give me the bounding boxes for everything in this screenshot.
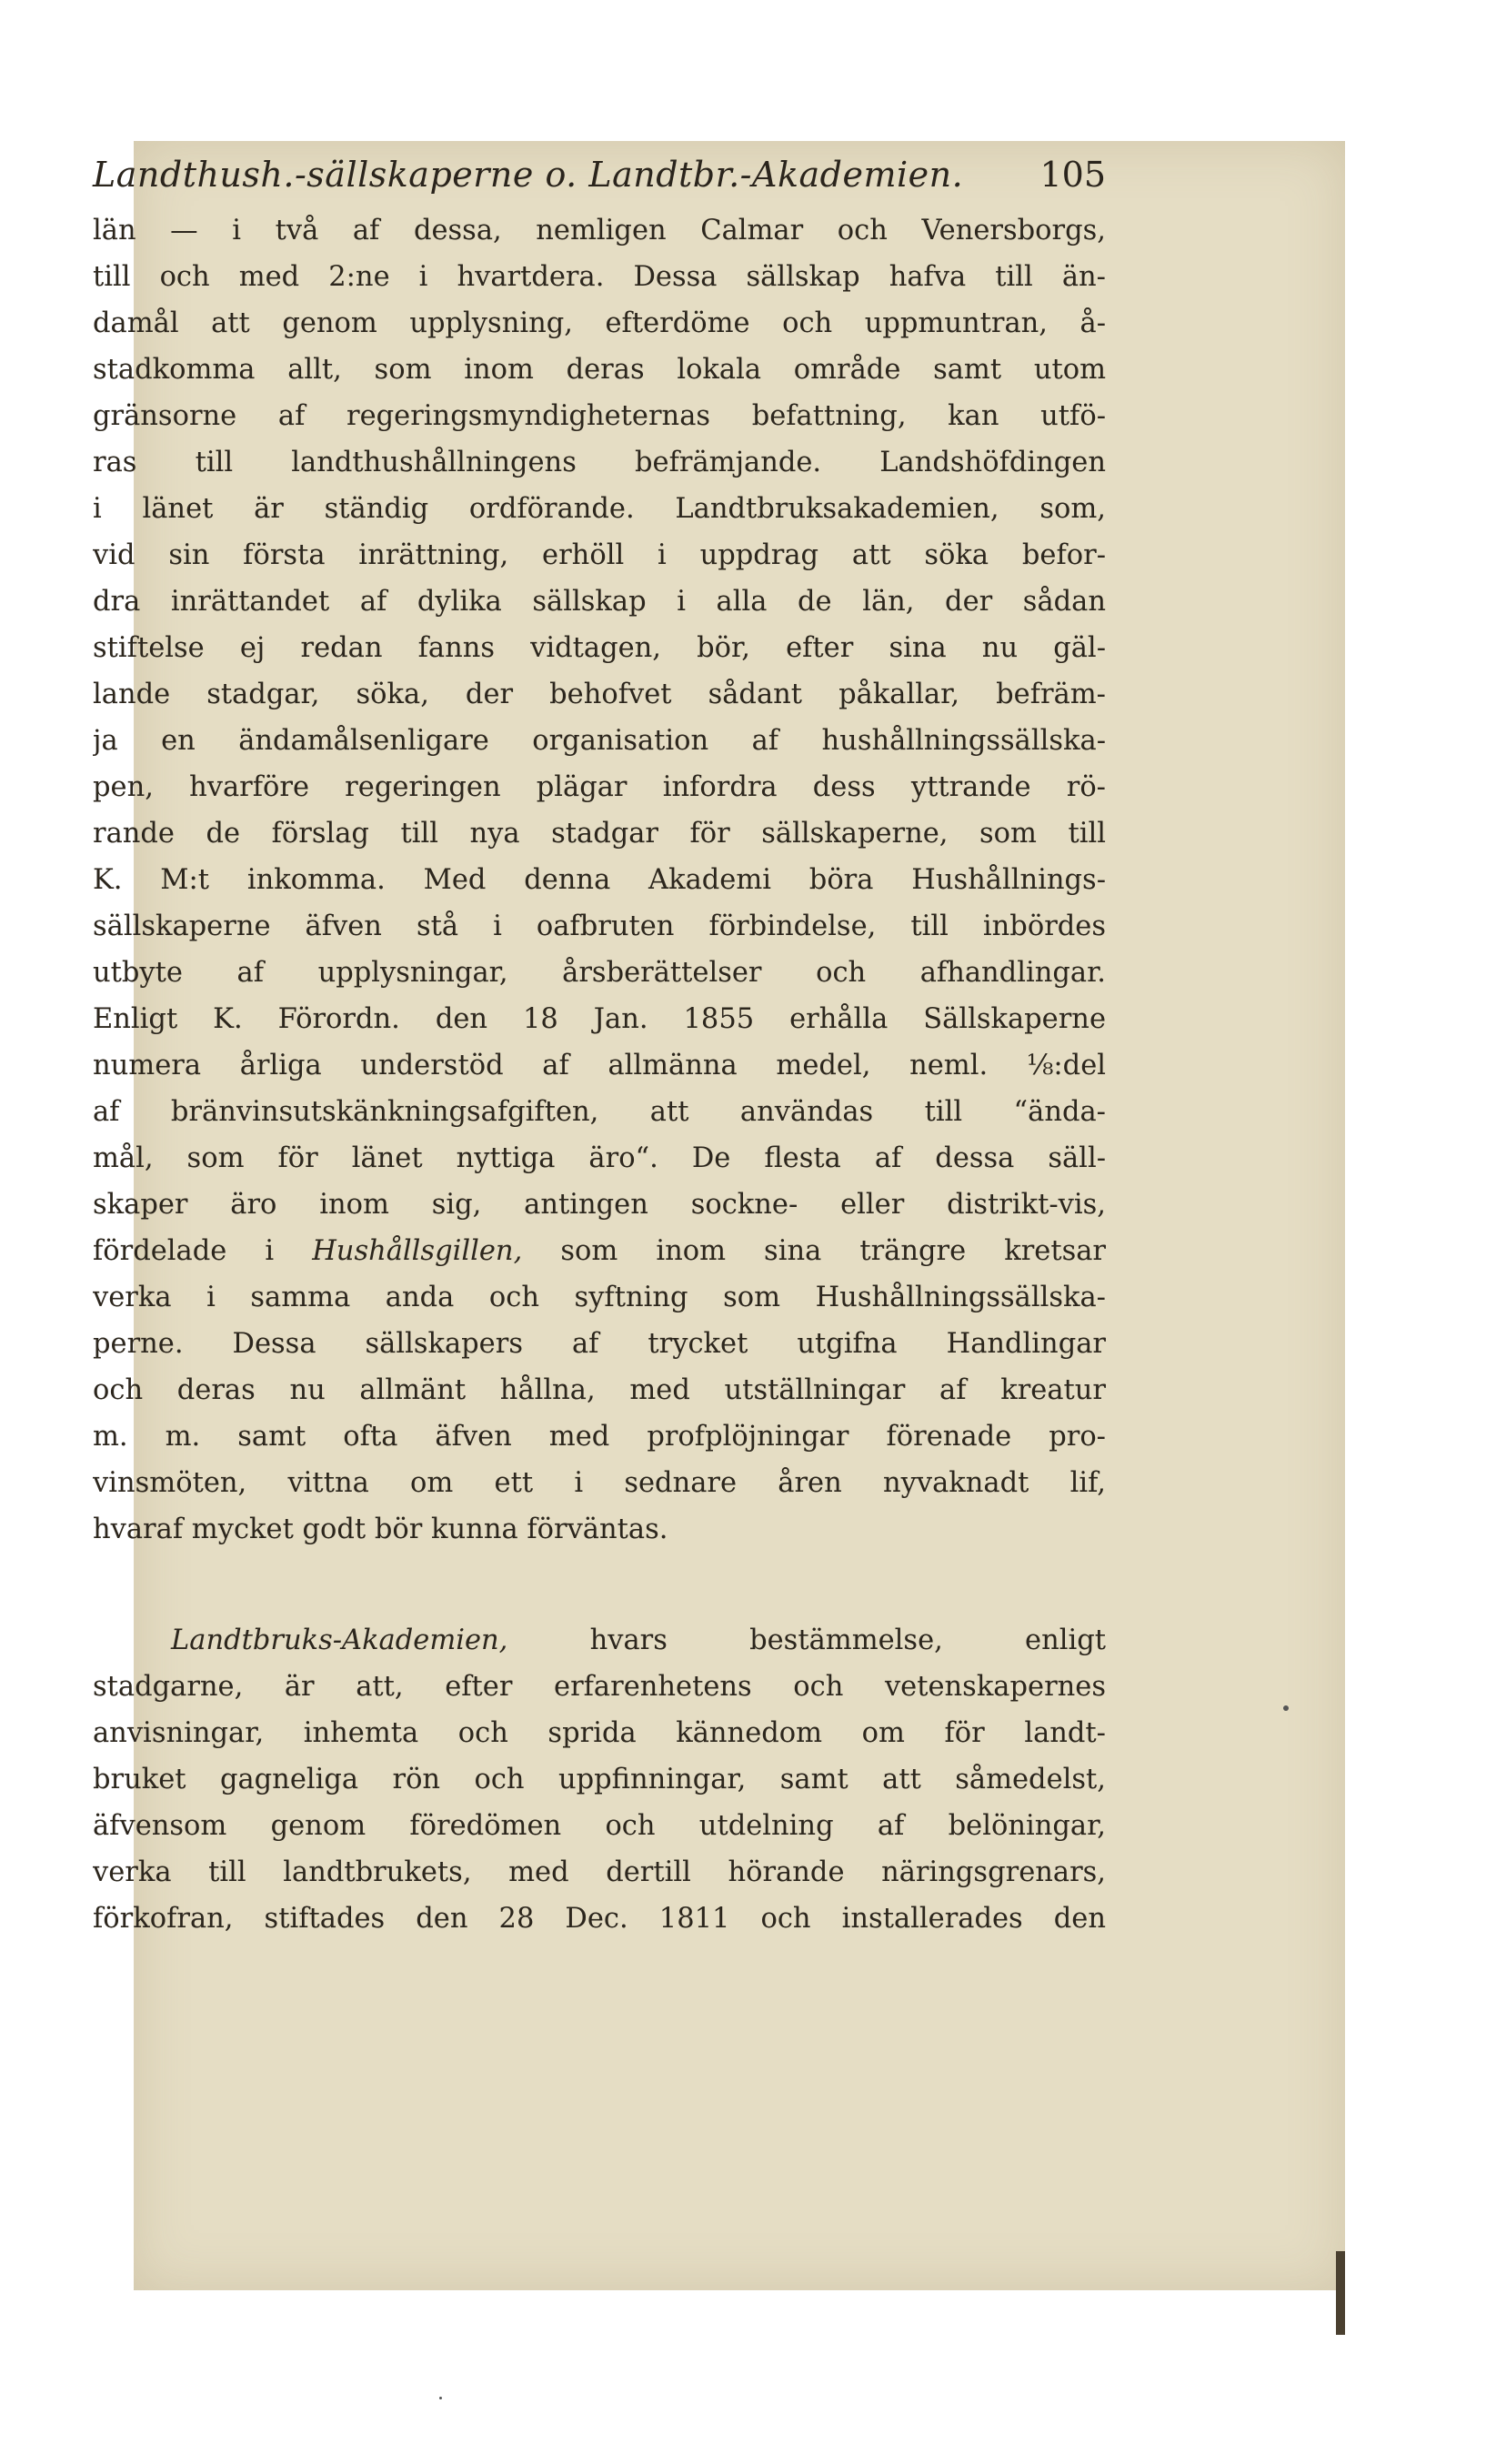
text-line: sällskaperne äfven stå i oafbruten förbindelse, till inbördes bbox=[93, 910, 1106, 942]
text-fragment: fördelade i bbox=[93, 1235, 275, 1267]
paragraph-1 bbox=[93, 207, 1106, 1553]
text-line: anvisningar, inhemta och sprida kännedom om för landt- bbox=[93, 1717, 1106, 1749]
text-line: i länet är ständig ordförande. Landtbruksakademien, som, bbox=[93, 493, 1106, 525]
page-header bbox=[93, 155, 1106, 204]
text-line: vinsmöten, vittna om ett i sednare åren nyvaknadt lif, bbox=[93, 1467, 1106, 1499]
text-line: verka i samma anda och syftning som Hushållningssällska- bbox=[93, 1282, 1106, 1313]
text-line: dra inrättandet af dylika sällskap i alla de län, der sådan bbox=[93, 586, 1106, 618]
paper-speck bbox=[439, 2397, 442, 2399]
text-line: m. m. samt ofta äfven med profplöjningar förenade pro- bbox=[93, 1421, 1106, 1453]
text-line: vid sin första inrättning, erhöll i uppdrag att söka befor- bbox=[93, 539, 1106, 571]
text-line: mål, som för länet nyttiga äro“. De flesta af dessa säll- bbox=[93, 1142, 1106, 1174]
text-line: ja en ändamålsenligare organisation af hushållningssällska- bbox=[93, 725, 1106, 757]
text-line bbox=[93, 1617, 1106, 1664]
italic-term-landtbruks-akademien: Landtbruks-Akademien, bbox=[171, 1624, 508, 1656]
text-line: stiftelse ej redan fanns vidtagen, bör, efter sina nu gäl- bbox=[93, 632, 1106, 664]
text-line: och deras nu allmänt hållna, med utställningar af kreatur bbox=[93, 1374, 1106, 1406]
text-line: numera årliga understöd af allmänna medel, neml. ⅛:del bbox=[93, 1050, 1106, 1081]
text-line: lande stadgar, söka, der behofvet sådant påkallar, befräm- bbox=[93, 679, 1106, 710]
text-line: förkofran, stiftades den 28 Dec. 1811 och installerades den bbox=[93, 1903, 1106, 1935]
text-fragment: hvars bestämmelse, enligt bbox=[589, 1624, 1106, 1656]
text-line: K. M:t inkomma. Med denna Akademi böra Hushållnings- bbox=[93, 864, 1106, 896]
paper-speck bbox=[1283, 1705, 1289, 1711]
italic-term-hushallsgillen: Hushållsgillen, bbox=[312, 1235, 523, 1267]
text-line: hvaraf mycket godt bör kunna förväntas. bbox=[93, 1514, 668, 1545]
text-line: gränsorne af regeringsmyndigheternas befattning, kan utfö- bbox=[93, 400, 1106, 432]
text-line: perne. Dessa sällskapers af trycket utgifna Handlingar bbox=[93, 1328, 1106, 1360]
text-line: verka till landtbrukets, med dertill hörande näringsgrenars, bbox=[93, 1856, 1106, 1888]
text-line: utbyte af upplysningar, årsberättelser och afhandlingar. bbox=[93, 957, 1106, 989]
text-line: till och med 2:ne i hvartdera. Dessa sällskap hafva till än- bbox=[93, 261, 1106, 293]
running-title: Landthush.-sällskaperne o. Landtbr.-Akademien. bbox=[93, 155, 964, 195]
text-line: bruket gagneliga rön och uppfinningar, samt att såmedelst, bbox=[93, 1764, 1106, 1795]
text-line: äfvensom genom föredömen och utdelning af belöningar, bbox=[93, 1810, 1106, 1842]
text-line: Enligt K. Förordn. den 18 Jan. 1855 erhålla Sällskaperne bbox=[93, 1003, 1106, 1035]
page-number: 105 bbox=[1039, 155, 1106, 195]
text-fragment: som inom sina trängre kretsar bbox=[560, 1235, 1106, 1267]
text-line: af bränvinsutskänkningsafgiften, att användas till “ända- bbox=[93, 1096, 1106, 1128]
text-line: pen, hvarföre regeringen plägar infordra dess yttrande rö- bbox=[93, 771, 1106, 803]
paragraph-2 bbox=[93, 1617, 1106, 1942]
text-line: stadkomma allt, som inom deras lokala område samt utom bbox=[93, 354, 1106, 386]
text-line: stadgarne, är att, efter erfarenhetens och vetenskapernes bbox=[93, 1671, 1106, 1703]
text-line: ras till landthushållningens befrämjande. Landshöfdingen bbox=[93, 447, 1106, 478]
page-edge-shadow bbox=[1336, 2251, 1345, 2335]
text-line: damål att genom upplysning, efterdöme och uppmuntran, å- bbox=[93, 307, 1106, 339]
text-line: skaper äro inom sig, antingen sockne- eller distrikt-vis, bbox=[93, 1189, 1106, 1221]
text-line: rande de förslag till nya stadgar för sällskaperne, som till bbox=[93, 818, 1106, 850]
text-line bbox=[93, 1228, 1106, 1274]
text-line: län — i två af dessa, nemligen Calmar och Venersborgs, bbox=[93, 215, 1106, 246]
